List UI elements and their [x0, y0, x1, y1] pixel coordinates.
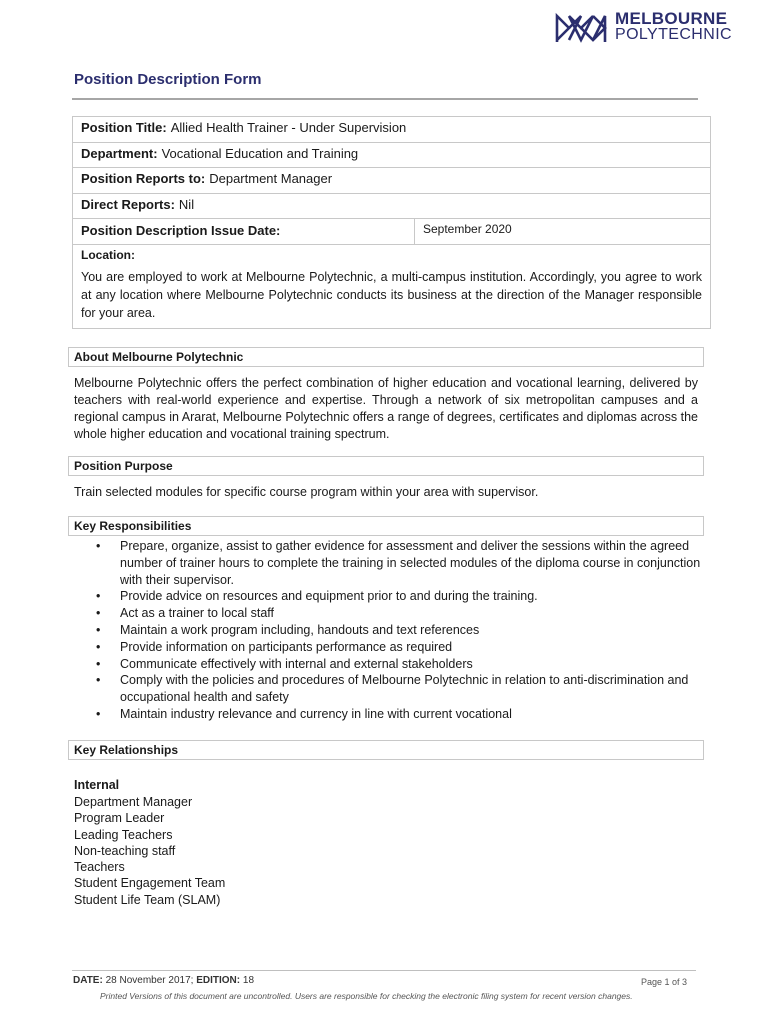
date-label: DATE: — [73, 975, 103, 986]
reports-to-row — [73, 168, 710, 194]
bullet-icon: • — [96, 706, 101, 721]
issue-date-label: Position Description Issue Date: — [73, 219, 415, 244]
location-text: You are employed to work at Melbourne Polytechnic, a multi-campus institution. Accordingly, you agree to work at any location where Melbourne Polytechnic conducts its business at the direction of the Manager responsible for your area. — [81, 269, 702, 320]
bullet-icon: • — [96, 673, 101, 688]
list-item: Non-teaching staff — [74, 843, 176, 858]
department-label: Department: — [81, 145, 158, 161]
location-cell — [73, 245, 710, 328]
purpose-text: Train selected modules for specific course program within your area with supervisor. — [74, 485, 539, 499]
purpose-heading: Position Purpose — [68, 456, 704, 476]
bullet-icon: • — [96, 622, 101, 637]
reports-to-value: Department Manager — [209, 171, 333, 186]
position-title-value: Allied Health Trainer - Under Supervision — [170, 120, 407, 135]
logo-mark-icon — [555, 12, 611, 44]
direct-reports-row — [73, 194, 710, 220]
responsibilities-heading: Key Responsibilities — [68, 516, 704, 536]
bullet-icon: • — [96, 639, 101, 654]
direct-reports-label: Direct Reports: — [81, 196, 175, 212]
internal-label: Internal — [74, 778, 120, 792]
about-heading: About Melbourne Polytechnic — [68, 347, 704, 367]
list-item: • Provide information on participants performance as required — [96, 639, 453, 654]
bullet-icon: • — [96, 589, 101, 604]
bullet-icon: • — [96, 606, 101, 621]
internal-relationships-list — [74, 794, 225, 908]
logo-line1: MELBOURNE — [615, 9, 728, 28]
responsibilities-list — [96, 538, 706, 723]
logo-line2: POLYTECHNIC — [615, 26, 733, 43]
location-label: Location: — [81, 247, 135, 262]
list-item: • Prepare, organize, assist to gather evidence for assessment and deliver the sessions within the agreed number of trainer hours to complete the training in selected modules of the diploma course in conjunction with their supervisor. — [96, 539, 701, 587]
title-divider — [72, 98, 698, 100]
direct-reports-value: Nil — [178, 196, 195, 212]
footer-date — [73, 975, 254, 986]
issue-date-row — [73, 219, 710, 245]
bullet-icon: • — [96, 656, 101, 671]
melbourne-polytechnic-logo — [553, 10, 733, 46]
list-item: • Provide advice on resources and equipment prior to and during the training. — [96, 589, 538, 604]
footer-divider — [72, 970, 696, 971]
list-item: Leading Teachers — [74, 827, 173, 842]
page-number: Page 1 of 3 — [641, 977, 688, 987]
list-item: • Comply with the policies and procedures of Melbourne Polytechnic in relation to anti-discrimination and occupational health and safety — [96, 673, 689, 705]
list-item: • Maintain a work program including, handouts and text references — [96, 622, 480, 637]
edition-value: 18 — [242, 975, 255, 986]
list-item: • Maintain industry relevance and currency in line with current vocational — [96, 706, 512, 721]
department-row — [73, 143, 710, 169]
bullet-icon: • — [96, 539, 101, 553]
position-title-label: Position Title: — [81, 120, 167, 135]
list-item: Program Leader — [74, 811, 165, 826]
list-item: • Act as a trainer to local staff — [96, 606, 275, 621]
about-text: Melbourne Polytechnic offers the perfect combination of higher education and vocational learning, delivered by teachers with real-world experience and expertise. Through a network of six metropolitan campuses and a regional campus in Ararat, Melbourne Polytechnic offers a range of degrees, certificates and diplomas across the whole higher education and vocational training spectrum. — [74, 376, 698, 441]
department-value: Vocational Education and Training — [161, 145, 359, 161]
issue-date-value: September 2020 — [423, 222, 512, 236]
list-item: Teachers — [74, 860, 125, 875]
list-item: Department Manager — [74, 795, 193, 809]
footer-note: Printed Versions of this document are uncontrolled. Users are responsible for checking the electronic filing system for recent version changes. — [100, 991, 633, 1001]
position-title-row — [73, 117, 710, 143]
logo-wordmark — [615, 11, 732, 43]
date-value: 28 November 2017; — [105, 975, 194, 986]
reports-to-label: Position Reports to: — [81, 171, 206, 186]
relationships-heading: Key Relationships — [68, 740, 704, 760]
list-item: • Communicate effectively with internal and external stakeholders — [96, 656, 473, 671]
list-item: Student Engagement Team — [74, 876, 226, 891]
edition-label: EDITION: — [196, 975, 241, 986]
list-item: Student Life Team (SLAM) — [74, 892, 221, 907]
page-title: Position Description Form — [74, 71, 262, 88]
position-info-table — [72, 116, 711, 329]
